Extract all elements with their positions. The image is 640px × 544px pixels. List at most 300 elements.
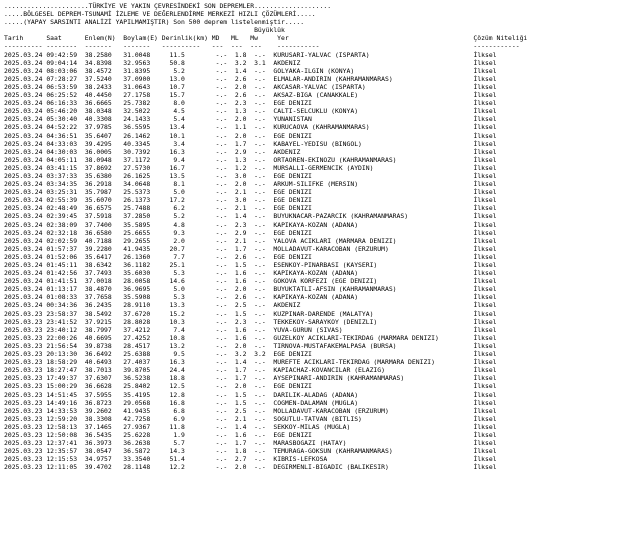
cell-boylam: 36.9695 — [123, 285, 162, 294]
cell-saat: 18:27:47 — [46, 366, 85, 375]
cell-enlem: 37.7400 — [84, 220, 124, 229]
cell-tarih: 2025.03.24 — [4, 171, 47, 180]
table-row — [4, 358, 636, 366]
cell-cozum: İlksel — [473, 261, 497, 269]
cell-tarih: 2025.03.24 — [4, 301, 47, 310]
cell-yer: YUVA-GURUN (SIVAS) — [269, 325, 474, 334]
cell-ml: 2.3 — [227, 99, 247, 108]
cell-md: -.- — [207, 333, 228, 342]
cell-ml: 2.1 — [227, 188, 247, 197]
cell-saat: 23:58:37 — [46, 309, 85, 318]
cell-yer: COGMEN-DALAMAN (MUGLA) — [269, 398, 474, 407]
cell-tarih: 2025.03.24 — [4, 188, 47, 197]
cell-cozum: İlksel — [473, 358, 497, 367]
table-row — [4, 196, 636, 204]
table-row — [4, 229, 636, 237]
cell-ml: 2.5 — [227, 406, 247, 415]
cell-mw: -.- — [246, 155, 270, 164]
cell-md: -.- — [207, 366, 228, 375]
cell-mw: -.- — [246, 455, 270, 464]
cell-md: -.- — [207, 277, 228, 286]
cell-enlem: 38.2433 — [84, 82, 124, 91]
cell-saat: 01:57:37 — [46, 244, 85, 253]
cell-enlem: 40.3308 — [84, 115, 124, 124]
cell-yer: SOGUTLU-TATVAN (BITLIS) — [269, 414, 474, 423]
cell-derinlik: 9.3 — [161, 228, 208, 237]
cell-saat: 17:49:37 — [46, 374, 85, 383]
cell-boylam: 36.1182 — [123, 261, 162, 269]
cell-ml: 1.6 — [227, 325, 247, 334]
cell-yer: EGE DENIZI — [269, 382, 474, 391]
cell-mw: -.- — [246, 139, 270, 148]
cell-boylam: 28.1148 — [123, 463, 162, 472]
cell-derinlik: 24.4 — [161, 366, 208, 375]
cell-md: -.- — [207, 188, 228, 197]
table-row — [4, 310, 636, 318]
cell-saat: 00:34:36 — [46, 301, 85, 310]
cell-saat: 05:46:20 — [46, 107, 85, 116]
cell-enlem: 39.2602 — [84, 406, 124, 415]
cell-saat: 18:58:29 — [46, 358, 85, 367]
cell-saat: 03:41:15 — [46, 163, 85, 172]
cell-ml: 2.1 — [227, 204, 247, 213]
cell-enlem: 37.5240 — [84, 74, 124, 83]
cell-ml: 1.3 — [227, 107, 247, 116]
cell-ml: 2.1 — [227, 236, 247, 245]
cell-ml: 2.6 — [227, 91, 247, 100]
cell-boylam: 31.0643 — [123, 82, 162, 91]
cell-yer: KAPIKAYA-KOZAN (ADANA) — [269, 293, 474, 302]
cell-cozum: İlksel — [473, 131, 497, 140]
cell-ml: 1.6 — [227, 277, 247, 286]
cell-md: -.- — [207, 398, 228, 407]
cell-cozum: İlksel — [473, 374, 497, 383]
cell-tarih: 2025.03.24 — [4, 236, 47, 245]
cell-enlem: 40.6493 — [84, 358, 124, 367]
table-row — [4, 374, 636, 382]
cell-yer: MOLLADAVUT-KARACOBAN (ERZURUM) — [269, 406, 474, 415]
cell-tarih: 2025.03.23 — [4, 350, 47, 359]
cell-mw: -.- — [246, 341, 270, 350]
cell-yer: BUYUKTATLI-AFSIN (KAHRAMANMARAS) — [269, 285, 474, 294]
cell-saat: 21:56:54 — [46, 341, 85, 350]
cell-ml: 1.7 — [227, 139, 247, 148]
table-row — [4, 455, 636, 463]
cell-md: -.- — [207, 455, 228, 464]
cell-tarih: 2025.03.23 — [4, 422, 47, 431]
cell-enlem: 37.6307 — [84, 374, 124, 383]
cell-derinlik: 6.8 — [161, 406, 208, 415]
cell-yer: AYSEPINARI-ANDIRIN (KAHRAMANMARAS) — [269, 374, 474, 383]
cell-ml: 1.5 — [227, 398, 247, 407]
cell-derinlik: 10.3 — [161, 317, 208, 326]
cell-md: -.- — [207, 309, 228, 318]
cell-yer: ORTAOREN-EKINOZU (KAHRAMANMARAS) — [269, 155, 474, 164]
cell-enlem: 37.1465 — [84, 422, 124, 431]
cell-tarih: 2025.03.24 — [4, 228, 47, 237]
cell-boylam: 28.0058 — [123, 277, 162, 286]
cell-md: -.- — [207, 180, 228, 189]
cell-derinlik: 16.8 — [161, 398, 208, 407]
cell-tarih: 2025.03.23 — [4, 414, 47, 423]
cell-boylam: 28.9110 — [123, 301, 162, 310]
table-row — [4, 342, 636, 350]
cell-mw: -.- — [246, 107, 270, 116]
cell-derinlik: 13.5 — [161, 171, 208, 180]
cell-derinlik: 50.8 — [161, 58, 208, 67]
cell-cozum: İlksel — [473, 139, 497, 148]
cell-ml: 1.5 — [227, 309, 247, 318]
cell-enlem: 38.5492 — [84, 309, 124, 318]
cell-mw: 3.1 — [246, 58, 270, 67]
cell-tarih: 2025.03.24 — [4, 252, 47, 261]
cell-tarih: 2025.03.23 — [4, 447, 47, 456]
table-row — [4, 59, 636, 67]
cell-yer: ELMALAR-ANDIRIN (KAHRAMANMARAS) — [269, 74, 474, 83]
earthquake-list-document — [4, 2, 636, 542]
table-row — [4, 415, 636, 423]
cell-tarih: 2025.03.24 — [4, 261, 47, 269]
table-row — [4, 91, 636, 99]
cell-boylam: 27.4037 — [123, 358, 162, 367]
table-row — [4, 285, 636, 293]
cell-yer: DEGIRMENLI-BIGADIC (BALIKESIR) — [269, 463, 474, 472]
cell-boylam: 25.6655 — [123, 228, 162, 237]
cell-cozum: İlksel — [473, 398, 497, 407]
cell-enlem: 35.6417 — [84, 252, 124, 261]
table-row — [4, 293, 636, 301]
cell-derinlik: 13.0 — [161, 74, 208, 83]
cell-saat: 03:25:31 — [46, 188, 85, 197]
cell-tarih: 2025.03.23 — [4, 455, 47, 464]
cell-derinlik: 14.3 — [161, 447, 208, 456]
cell-boylam: 34.0648 — [123, 180, 162, 189]
table-row — [4, 107, 636, 115]
cell-tarih: 2025.03.24 — [4, 50, 47, 59]
cell-enlem: 35.6407 — [84, 131, 124, 140]
cell-md: -.- — [207, 74, 228, 83]
cell-yer: MOLLADAVUT-KARACOBAN (ERZURUM) — [269, 244, 474, 253]
cell-cozum: İlksel — [473, 350, 497, 359]
cell-saat: 01:52:06 — [46, 252, 85, 261]
cell-mw: -.- — [246, 463, 270, 472]
table-row — [4, 253, 636, 261]
cell-saat: 05:30:40 — [46, 115, 85, 124]
cell-md: -.- — [207, 66, 228, 75]
cell-saat: 14:51:45 — [46, 390, 85, 399]
cell-ml: 2.9 — [227, 228, 247, 237]
cell-tarih: 2025.03.23 — [4, 341, 47, 350]
cell-saat: 14:33:53 — [46, 406, 85, 415]
cell-boylam: 36.5872 — [123, 447, 162, 456]
cell-boylam: 33.3540 — [123, 455, 162, 464]
cell-derinlik: 18.8 — [161, 374, 208, 383]
cell-md: -.- — [207, 358, 228, 367]
cell-yer: MURSALLI-GERMENCIK (AYDIN) — [269, 163, 474, 172]
cell-cozum: İlksel — [473, 220, 497, 229]
cell-tarih: 2025.03.24 — [4, 139, 47, 148]
table-row — [4, 140, 636, 148]
table-row — [4, 326, 636, 334]
table-row — [4, 439, 636, 447]
cell-cozum: İlksel — [473, 204, 497, 213]
cell-yer: EGE DENIZI — [269, 171, 474, 180]
cell-boylam: 28.4517 — [123, 341, 162, 350]
cell-yer: AKCASAR-YALVAC (ISPARTA) — [269, 82, 474, 91]
cell-md: -.- — [207, 261, 228, 269]
cell-yer: EGE DENIZI — [269, 196, 474, 205]
cell-mw: -.- — [246, 301, 270, 310]
cell-boylam: 26.1360 — [123, 252, 162, 261]
cell-derinlik: 5.0 — [161, 285, 208, 294]
cell-mw: -.- — [246, 244, 270, 253]
cell-boylam: 36.2638 — [123, 439, 162, 448]
cell-tarih: 2025.03.23 — [4, 398, 47, 407]
table-row — [4, 188, 636, 196]
cell-derinlik: 13.2 — [161, 341, 208, 350]
cell-ml: 1.8 — [227, 50, 247, 59]
cell-boylam: 26.1625 — [123, 171, 162, 180]
table-row — [4, 115, 636, 123]
cell-yer: GOKOVA KORFEZI (EGE DENIZI) — [269, 277, 474, 286]
cell-cozum: İlksel — [473, 366, 497, 375]
table-row — [4, 350, 636, 358]
cell-enlem: 40.4450 — [84, 91, 124, 100]
cell-md: -.- — [207, 50, 228, 59]
cell-tarih: 2025.03.24 — [4, 58, 47, 67]
cell-saat: 08:03:06 — [46, 66, 85, 75]
cell-md: -.- — [207, 439, 228, 448]
table-row — [4, 431, 636, 439]
cell-ml: 2.5 — [227, 301, 247, 310]
cell-mw: -.- — [246, 228, 270, 237]
cell-boylam: 35.5895 — [123, 220, 162, 229]
cell-cozum: İlksel — [473, 439, 497, 448]
cell-enlem: 38.4870 — [84, 285, 124, 294]
cell-mw: -.- — [246, 398, 270, 407]
cell-tarih: 2025.03.23 — [4, 366, 47, 375]
cell-enlem: 38.3308 — [84, 414, 124, 423]
cell-cozum: İlksel — [473, 228, 497, 237]
cell-ml: 1.3 — [227, 155, 247, 164]
cell-boylam: 39.8705 — [123, 366, 162, 375]
cell-derinlik: 8.1 — [161, 180, 208, 189]
cell-enlem: 37.7493 — [84, 269, 124, 278]
table-row — [4, 237, 636, 245]
table-row — [4, 51, 636, 59]
cell-enlem: 36.6580 — [84, 228, 124, 237]
cell-mw: -.- — [246, 374, 270, 383]
cell-md: -.- — [207, 252, 228, 261]
table-row — [4, 366, 636, 374]
cell-md: -.- — [207, 317, 228, 326]
cell-enlem: 38.0547 — [84, 447, 124, 456]
cell-ml: 1.1 — [227, 123, 247, 132]
cell-enlem: 35.6380 — [84, 171, 124, 180]
cell-cozum: İlksel — [473, 293, 497, 302]
cell-ml: 1.6 — [227, 430, 247, 439]
cell-md: -.- — [207, 463, 228, 472]
cell-mw: -.- — [246, 91, 270, 100]
cell-saat: 14:49:16 — [46, 398, 85, 407]
cell-enlem: 36.5435 — [84, 430, 124, 439]
cell-cozum: İlksel — [473, 163, 497, 172]
cell-mw: 3.2 — [246, 350, 270, 359]
cell-derinlik: 10.1 — [161, 131, 208, 140]
cell-derinlik: 5.2 — [161, 66, 208, 75]
cell-cozum: İlksel — [473, 244, 497, 253]
cell-boylam: 37.4212 — [123, 325, 162, 334]
cell-ml: 2.6 — [227, 74, 247, 83]
cell-md: -.- — [207, 447, 228, 456]
cell-tarih: 2025.03.24 — [4, 277, 47, 286]
cell-mw: -.- — [246, 277, 270, 286]
cell-enlem: 36.6665 — [84, 99, 124, 108]
cell-yer: KAPIACHAZ-KOVANCILAR (ELAZIG) — [269, 366, 474, 375]
cell-md: -.- — [207, 422, 228, 431]
cell-boylam: 25.7382 — [123, 99, 162, 108]
cell-enlem: 37.7658 — [84, 293, 124, 302]
cell-derinlik: 25.1 — [161, 261, 208, 269]
cell-md: -.- — [207, 382, 228, 391]
cell-derinlik: 4.5 — [161, 107, 208, 116]
table-row — [4, 334, 636, 342]
cell-md: -.- — [207, 91, 228, 100]
cell-ml: 2.3 — [227, 220, 247, 229]
cell-cozum: İlksel — [473, 66, 497, 75]
cell-derinlik: 5.3 — [161, 293, 208, 302]
cell-tarih: 2025.03.24 — [4, 212, 47, 221]
cell-saat: 01:41:51 — [46, 277, 85, 286]
cell-saat: 22:00:26 — [46, 333, 85, 342]
cell-yer: EGE DENIZI — [269, 350, 474, 359]
cell-cozum: İlksel — [473, 252, 497, 261]
cell-ml: 1.4 — [227, 358, 247, 367]
cell-md: -.- — [207, 212, 228, 221]
cell-md: -.- — [207, 58, 228, 67]
cell-tarih: 2025.03.24 — [4, 82, 47, 91]
table-row — [4, 269, 636, 277]
cell-tarih: 2025.03.24 — [4, 123, 47, 132]
cell-saat: 04:30:03 — [46, 147, 85, 156]
cell-cozum: İlksel — [473, 171, 497, 180]
cell-yer: ARKUM-SILIFKE (MERSIN) — [269, 180, 474, 189]
cell-tarih: 2025.03.24 — [4, 163, 47, 172]
cell-boylam: 27.5730 — [123, 163, 162, 172]
cell-md: -.- — [207, 155, 228, 164]
cell-ml: 2.0 — [227, 463, 247, 472]
table-row — [4, 99, 636, 107]
cell-boylam: 35.4195 — [123, 390, 162, 399]
cell-cozum: İlksel — [473, 123, 497, 132]
cell-tarih: 2025.03.23 — [4, 406, 47, 415]
table-row — [4, 123, 636, 131]
cell-yer: AKDENIZ — [269, 147, 474, 156]
cell-cozum: İlksel — [473, 317, 497, 326]
cell-saat: 02:02:59 — [46, 236, 85, 245]
cell-yer: EGE DENIZI — [269, 131, 474, 140]
cell-cozum: İlksel — [473, 107, 497, 116]
cell-md: -.- — [207, 228, 228, 237]
cell-boylam: 27.4252 — [123, 333, 162, 342]
cell-yer: MARASBOGAZI (HATAY) — [269, 439, 474, 448]
cell-yer: MUREFTE ACIKLARI-TEKIRDAG (MARMARA DENIZI) — [269, 358, 474, 367]
cell-saat: 12:58:13 — [46, 422, 85, 431]
cell-ml: 1.6 — [227, 269, 247, 278]
cell-enlem: 34.8398 — [84, 58, 124, 67]
cell-ml: 2.9 — [227, 147, 247, 156]
cell-tarih: 2025.03.24 — [4, 220, 47, 229]
cell-ml: 2.0 — [227, 115, 247, 124]
cell-cozum: İlksel — [473, 341, 497, 350]
cell-ml: 1.4 — [227, 66, 247, 75]
cell-enlem: 37.9785 — [84, 123, 124, 132]
cell-ml: 1.7 — [227, 244, 247, 253]
cell-mw: -.- — [246, 390, 270, 399]
cell-tarih: 2025.03.24 — [4, 180, 47, 189]
cell-derinlik: 13.4 — [161, 123, 208, 132]
cell-md: -.- — [207, 107, 228, 116]
cell-boylam: 37.6720 — [123, 309, 162, 318]
cell-mw: -.- — [246, 430, 270, 439]
cell-ml: 1.4 — [227, 422, 247, 431]
cell-md: -.- — [207, 82, 228, 91]
cell-ml: 2.0 — [227, 341, 247, 350]
table-row — [4, 148, 636, 156]
cell-tarih: 2025.03.23 — [4, 430, 47, 439]
cell-mw: -.- — [246, 50, 270, 59]
cell-derinlik: 2.0 — [161, 236, 208, 245]
cell-saat: 12:15:53 — [46, 455, 85, 464]
cell-mw: -.- — [246, 269, 270, 278]
cell-derinlik: 20.7 — [161, 244, 208, 253]
cell-tarih: 2025.03.23 — [4, 309, 47, 318]
cell-enlem: 36.6628 — [84, 382, 124, 391]
cell-mw: -.- — [246, 82, 270, 91]
cell-enlem: 39.8738 — [84, 341, 124, 350]
cell-yer: KAPIKAYA-KOZAN (ADANA) — [269, 269, 474, 278]
cell-ml: 1.7 — [227, 374, 247, 383]
cell-enlem: 37.8692 — [84, 163, 124, 172]
cell-saat: 15:00:29 — [46, 382, 85, 391]
cell-yer: TEKKEKOY-SARAYKOY (DENIZLI) — [269, 317, 474, 326]
cell-derinlik: 4.8 — [161, 220, 208, 229]
cell-cozum: İlksel — [473, 236, 497, 245]
cell-cozum: İlksel — [473, 147, 497, 156]
cell-mw: -.- — [246, 382, 270, 391]
cell-saat: 12:37:41 — [46, 439, 85, 448]
cell-cozum: İlksel — [473, 91, 497, 100]
cell-cozum: İlksel — [473, 196, 497, 205]
cell-mw: -.- — [246, 333, 270, 342]
cell-ml: 3.2 — [227, 58, 247, 67]
cell-md: -.- — [207, 341, 228, 350]
cell-cozum: İlksel — [473, 180, 497, 189]
cell-boylam: 31.8395 — [123, 66, 162, 75]
cell-md: -.- — [207, 269, 228, 278]
cell-saat: 04:52:22 — [46, 123, 85, 132]
cell-saat: 04:05:11 — [46, 155, 85, 164]
cell-saat: 02:39:45 — [46, 212, 85, 221]
cell-mw: -.- — [246, 309, 270, 318]
cell-enlem: 36.2435 — [84, 301, 124, 310]
cell-enlem: 36.3973 — [84, 439, 124, 448]
cell-tarih: 2025.03.24 — [4, 196, 47, 205]
cell-saat: 06:16:33 — [46, 99, 85, 108]
cell-derinlik: 51.4 — [161, 455, 208, 464]
cell-mw: -.- — [246, 204, 270, 213]
cell-enlem: 39.4702 — [84, 463, 124, 472]
